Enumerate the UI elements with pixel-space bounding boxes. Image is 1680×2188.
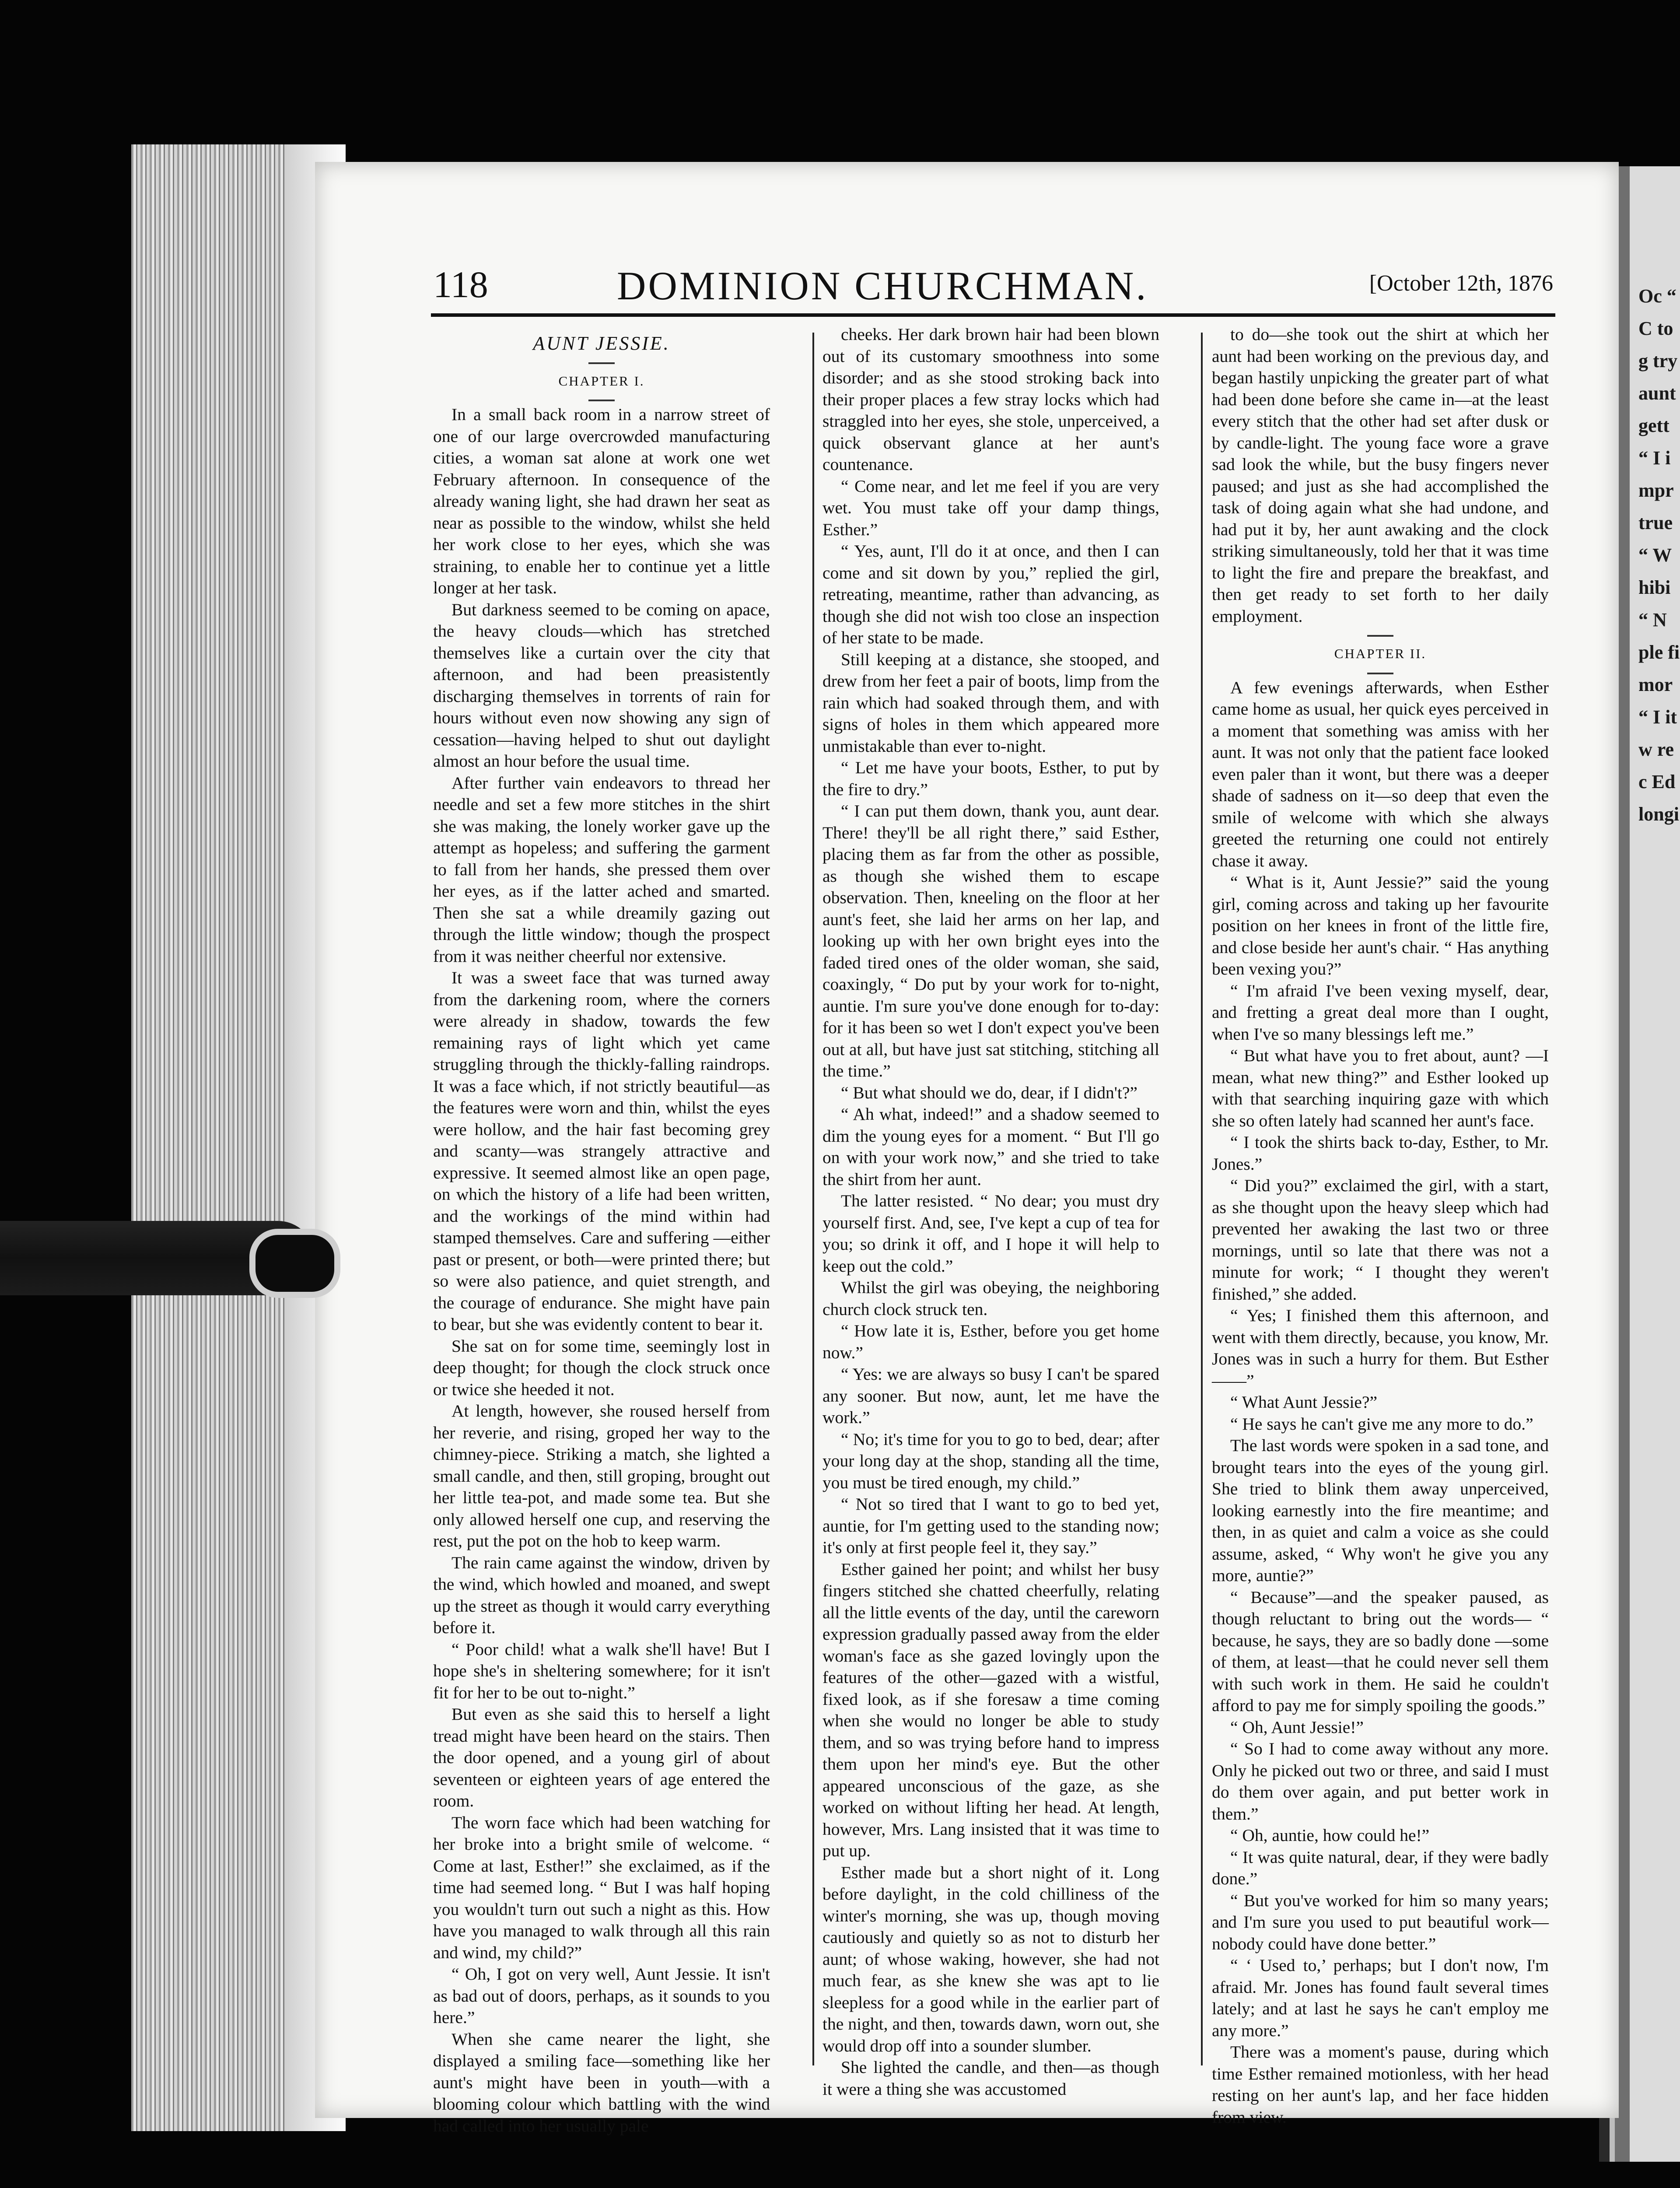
column-1-body bbox=[433, 404, 770, 2137]
paragraph: A few evenings afterwards, when Esther came home as usual, her quick eyes perceived in a moment that something was amiss with her aunt. It was not only that the patient face looked even paler than it wont, but there was a deeper shade of sadness on it—so deep that even the smile of welcome with which she always greeted the returning one could not entirely chase it away. bbox=[1212, 677, 1549, 870]
paragraph: The rain came against the window, driven by the wind, which howled and moaned, and swept up the street as though it would carry everything before it. bbox=[433, 1553, 770, 1637]
paragraph: “ Oh, I got on very well, Aunt Jessie. It isn't as bad out of doors, perhaps, as it sounds to you here.” bbox=[433, 1964, 770, 2027]
paragraph: “ Ah what, indeed!” and a shadow seemed to dim the young eyes for a moment. “ But I'll go on with your work now,” and she tried to take the shirt from her aunt. bbox=[822, 1105, 1159, 1189]
column-rule bbox=[1201, 333, 1203, 2065]
header-rule bbox=[431, 313, 1555, 317]
chapter-heading: CHAPTER I. bbox=[558, 373, 645, 389]
issue-date: [October 12th, 1876 bbox=[1369, 271, 1553, 296]
paragraph: It was a sweet face that was turned away from the darkening room, where the corners were already in shadow, towards the few remaining rays of light which yet came struggling through the thickly-falling raindrops. It was a face which, if not strictly beautiful—as the features were worn and thin, whilst the eyes were hollow, and the hair fast becoming grey and scanty—was strangely attractive and expressive. It seemed almost like an open page, on which the history of a life had been written, and the workings of the mind within had stamped themselves. Care and suffering —either past or present, or both—were printed there; but so were also patience, and quiet strength, and the courage of endurance. She might have pain to bear, but she was evidently content to bear it. bbox=[433, 968, 770, 1334]
paragraph: “ I took the shirts back to-day, Esther, to Mr. Jones.” bbox=[1212, 1133, 1549, 1174]
paragraph: “ Poor child! what a walk she'll have! But I hope she's in sheltering somewhere; for it isn't fit for her to be out to-night.” bbox=[433, 1639, 770, 1702]
paragraph: “ Let me have your boots, Esther, to put by the fire to dry.” bbox=[822, 758, 1159, 799]
paragraph: In a small back room in a narrow street of one of our large overcrowded manufacturing cities, a woman sat alone at work one wet February afternoon. In consequence of the already waning light, she had drawn her seat as near as possible to the window, whilst she held her work close to her eyes, which she was straining, to enable her to continue yet a little longer at her task. bbox=[433, 405, 770, 597]
pencil-tip bbox=[249, 1229, 340, 1298]
column-3-body-top bbox=[1212, 324, 1549, 627]
paragraph: “ Because”—and the speaker paused, as though reluctant to bring out the words— “ because, he says, they are so badly done —some of them, at least—that he could never sell them with such work in them. He said he couldn't afford to pay me for simply spoiling the goods.” bbox=[1212, 1587, 1549, 1715]
adjacent-page-fragment: Oc “ C tog try aunt gett “ I impr true “ W hibi “ N ple fi mor “ I it w rec Ed longi bbox=[1638, 285, 1680, 825]
paragraph: “ It was quite natural, dear, if they were badly done.” bbox=[1212, 1847, 1549, 1888]
paragraph: “ I can put them down, thank you, aunt dear. There! they'll be all right there,” said Esther, placing them as far from the other as possible, as though she wished them to escape observation. Then, kneeling on the floor at her aunt's feet, she laid her arms on her lap, and looking up with her own bright eyes into the faded tired ones of the older woman, she said, coaxingly, “ Do put by your work for to-night, auntie. I'm sure you've done enough for to-day: for it has been so wet I don't expect you've been out at all, but have just sat stitching, stitching all the time.” bbox=[822, 801, 1159, 1080]
paragraph: She sat on for some time, seemingly lost in deep thought; for though the clock struck once or twice she heeded it not. bbox=[433, 1336, 770, 1399]
paragraph: “ Not so tired that I want to go to bed yet, auntie, for I'm getting used to the standing now; it's only at first people feel it, they say.” bbox=[822, 1494, 1159, 1557]
story-title: AUNT JESSIE. bbox=[533, 333, 670, 354]
paragraph: “ Oh, Aunt Jessie!” bbox=[1230, 1717, 1364, 1737]
paragraph: She lighted the candle, and then—as though it were a thing she was accustomed bbox=[822, 2058, 1159, 2099]
article-column-2 bbox=[822, 324, 1159, 2114]
paragraph: “ Yes, aunt, I'll do it at once, and then I can come and sit down by you,” replied the girl, retreating, meantime, rather than advancing, as though she did not wish too close an inspection of her state to be made. bbox=[822, 541, 1159, 647]
paragraph: Still keeping at a distance, she stooped, and drew from her feet a pair of boots, limp from the rain which had soaked through them, and with signs of holes in them which appeared more unmistakable than ever to-night. bbox=[822, 649, 1159, 756]
paragraph: “ But you've worked for him so many years; and I'm sure you used to put beautiful work—nobody could have done better.” bbox=[1212, 1890, 1549, 1953]
paragraph: cheeks. Her dark brown hair had been blown out of its customary smoothness into some disorder; and as she stood stroking back into their proper places a few stray locks which had straggled into her eyes, she stole, unperceived, a quick observant glance at her aunt's countenance. bbox=[822, 325, 1159, 474]
paragraph: Esther gained her point; and whilst her busy fingers stitched she chatted cheerfully, relating all the little events of the day, until the careworn expression gradually passed away from the elder woman's face as she gazed lovingly upon the features of the other—gazed with a wistful, fixed look, as if she foresaw a time coming when she would no longer be able to study them, and so was trying before hand to impress them upon her mind's eye. But the other appeared unconscious of the gaze, as she worked on without lifting her head. At length, however, Mrs. Lang insisted that it was time to put up. bbox=[822, 1559, 1159, 1860]
paragraph: But even as she said this to herself a light tread might have been heard on the stairs. Then the door opened, and a young girl of about seventeen or eighteen years of age entered the room. bbox=[433, 1704, 770, 1810]
journal-title: DOMINION CHURCHMAN. bbox=[617, 263, 1148, 308]
paragraph: to do—she took out the shirt at which her aunt had been working on the previous day, and began hastily unpicking the greater part of what had been done before she came in—at the least every stitch that the other had set after dusk or by candle-light. The young face wore a grave sad look the while, but the busy fingers never paused; and just as she had accomplished the task of doing again what she had undone, and had put it by, her aunt awaking and the clock striking simultaneously, told her that it was time to light the fire and prepare the breakfast, and then get ready to set forth to her daily employment. bbox=[1212, 325, 1549, 626]
paragraph: “ What Aunt Jessie?” bbox=[1230, 1392, 1378, 1412]
paragraph: Whilst the girl was obeying, the neighboring church clock struck ten. bbox=[822, 1278, 1159, 1319]
paragraph: Esther made but a short night of it. Long before daylight, in the cold chilliness of the winter's morning, she was up, though moving cautiously and quietly so as not to disturb her aunt; of whose waking, however, she had not much fear, as she knew she was apt to lie sleepless for a good while in the earlier part of the night, and then, towards dawn, worn out, she would drop off into a sounder slumber. bbox=[822, 1862, 1159, 2055]
paragraph: At length, however, she roused herself from her reverie, and rising, groped her way to the chimney-piece. Striking a match, she lighted a small candle, and then, still groping, brought out her little tea-pot, and made some tea. But she only allowed herself one cup, and reserving the rest, put the pot on the hob to keep warm. bbox=[433, 1401, 770, 1550]
paragraph: “ He says he can't give me any more to do.” bbox=[1230, 1414, 1533, 1434]
page-number: 118 bbox=[433, 263, 488, 305]
paragraph: “ No; it's time for you to go to bed, dear; after your long day at the shop, standing all the time, you must be tired enough, my child.” bbox=[822, 1429, 1159, 1492]
paragraph: “ But what have you to fret about, aunt? —I mean, what new thing?” and Esther looked up with that searching inquiring gaze with which she so often lately had scanned her aunt's face. bbox=[1212, 1046, 1549, 1130]
paragraph: “ Oh, auntie, how could he!” bbox=[1230, 1826, 1430, 1845]
paragraph: “ What is it, Aunt Jessie?” said the young girl, coming across and taking up her favourite position on her knees in front of the little fire, and close beside her aunt's chair. “ Has anything been vexing you?” bbox=[1212, 873, 1549, 978]
paragraph: “ I'm afraid I've been vexing myself, dear, and fretting a great deal more than I ought, when I've so many blessings left me.” bbox=[1212, 981, 1549, 1044]
chapter-rule bbox=[1367, 673, 1393, 674]
chapter-rule bbox=[588, 400, 615, 401]
paragraph: “ So I had to come away without any more. Only he picked out two or three, and said I must do them over again, and put better work in them.” bbox=[1212, 1739, 1549, 1823]
paragraph: “ Did you?” exclaimed the girl, with a start, as she thought upon the heavy sleep which had prevented her awaking the last two or three mornings, until so late that there was not a minute for work; “ I thought they weren't finished,” she added. bbox=[1212, 1176, 1549, 1304]
paragraph: “ Yes: we are always so busy I can't be spared any sooner. But now, aunt, let me have the work.” bbox=[822, 1364, 1159, 1427]
chapter-rule bbox=[1367, 635, 1393, 637]
article-column-1 bbox=[433, 324, 770, 2135]
paragraph: “ ‘ Used to,’ perhaps; but I don't now, I'm afraid. Mr. Jones has found fault several times lately; and at last he says he can't employ me any more.” bbox=[1212, 1956, 1549, 2040]
paragraph: There was a moment's pause, during which time Esther remained motionless, with her head resting on her aunt's lap, and her face hidden from view. bbox=[1212, 2042, 1549, 2127]
paragraph: After further vain endeavors to thread her needle and set a few more stitches in the shirt she was making, the lonely worker gave up the attempt as hopeless; and suffering the garment to fall from her hands, she pressed them over her eyes, as if the latter ached and smarted. Then she sat a while dreamily gazing out through the little window; though the prospect from it was neither cheerful nor extensive. bbox=[433, 773, 770, 966]
paragraph: The last words were spoken in a sad tone, and brought tears into the eyes of the young girl. She tried to blink them away unperceived, looking earnestly into the fire meantime; and then, in as quiet and calm a voice as she could assume, asked, “ Why won't he give you any more, auntie?” bbox=[1212, 1436, 1549, 1585]
chapter-heading: CHAPTER II. bbox=[1334, 646, 1427, 661]
paragraph: When she came nearer the light, she displayed a smiling face—something like her aunt's might have been in youth—with a blooming colour which battling with the wind had called into her usually pale bbox=[433, 2029, 770, 2135]
paragraph: “ How late it is, Esther, before you get home now.” bbox=[822, 1321, 1159, 1362]
title-rule bbox=[588, 362, 615, 364]
column-2-body bbox=[822, 324, 1159, 2100]
column-rule bbox=[812, 333, 814, 2065]
paragraph: “ Come near, and let me feel if you are very wet. You must take off your damp things, Esther.” bbox=[822, 476, 1159, 539]
paragraph: “ But what should we do, dear, if I didn't?” bbox=[841, 1083, 1138, 1102]
column-3-body-bottom bbox=[1212, 677, 1549, 2128]
paragraph: The latter resisted. “ No dear; you must dry yourself first. And, see, I've kept a cup of tea for you; so drink it off, and I hope it will help to keep out the cold.” bbox=[822, 1191, 1159, 1276]
paragraph: “ Yes; I finished them this afternoon, and went with them directly, because, you know, Mr. Jones was in such a hurry for them. But Esther——” bbox=[1212, 1306, 1549, 1390]
running-header bbox=[433, 263, 1553, 306]
article-column-3 bbox=[1212, 324, 1549, 2127]
paragraph: But darkness seemed to be coming on apace, the heavy clouds—which has stretched themselves like a curtain over the city that afternoon, and had been preasistently discharging themselves in torrents of rain for hours without even now showing any sign of cessation—having helped to shut out daylight almost an hour before the usual time. bbox=[433, 600, 770, 771]
paragraph: The worn face which had been watching for her broke into a bright smile of welcome. “ Come at last, Esther!” she exclaimed, as if the time had seemed long. “ But I was half hoping you wouldn't turn out such a night as this. How have you managed to walk through all this rain and wind, my child?” bbox=[433, 1813, 770, 1962]
